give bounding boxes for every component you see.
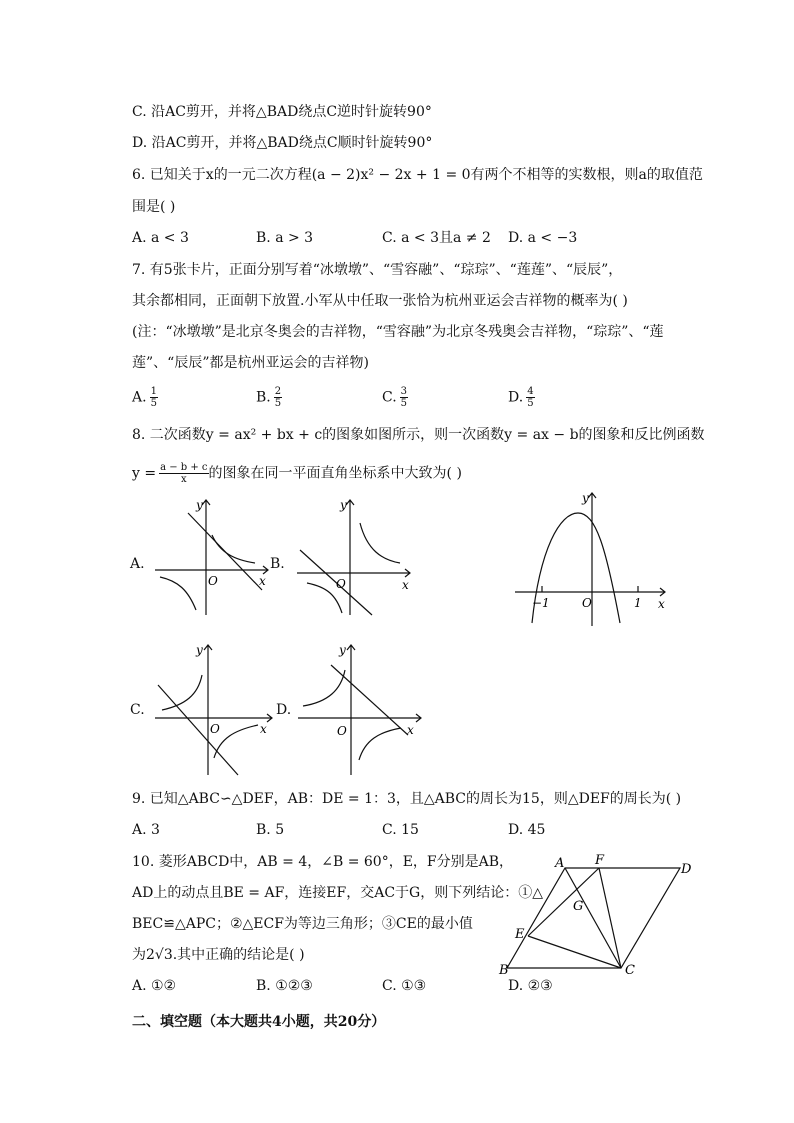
svg-text:O: O xyxy=(337,724,347,738)
linear-line xyxy=(158,685,238,775)
q10-option-b: B. ①②③ xyxy=(256,978,313,994)
q8-graph-a xyxy=(150,495,275,620)
svg-text:x: x xyxy=(407,723,414,737)
q9-stem: 9. 已知△ABC∽△DEF，AB：DE = 1：3，且△ABC的周长为15，则△DEF的周长为( ) xyxy=(132,791,682,807)
q8-stem-line1: 8. 二次函数y = ax² + bx + c的图象如图所示，则一次函数y = ax − b的图象和反比例函数 xyxy=(132,427,705,443)
hyperbola-branch-q1 xyxy=(360,523,400,563)
q10-stem-line1: 10. 菱形ABCD中，AB = 4，∠B = 60°，E，F分别是AB， xyxy=(132,854,514,870)
svg-text:F: F xyxy=(595,853,605,868)
q8-label-c: C. xyxy=(130,702,145,718)
q8-parabola-figure xyxy=(510,488,670,628)
q10-option-a: A. ①② xyxy=(132,978,177,994)
svg-text:y: y xyxy=(339,643,346,657)
svg-text:−1: −1 xyxy=(532,596,550,610)
q7-stem-line2: 其余都相同，正面朝下放置.小军从中任取一张恰为杭州亚运会吉祥物的概率为( ) xyxy=(132,293,628,309)
svg-text:O: O xyxy=(582,596,592,610)
q5-option-d: D. 沿AC剪开，并将△BAD绕点C顺时针旋转90° xyxy=(132,135,433,151)
q9-option-d: D. 45 xyxy=(508,822,546,838)
diagonal-ac xyxy=(565,868,621,968)
q10-rhombus-figure xyxy=(495,850,705,980)
q6-option-d: D. a < −3 xyxy=(508,230,578,246)
svg-text:O: O xyxy=(210,722,220,736)
q7-note-line2: 莲”、“辰辰”都是杭州亚运会的吉祥物) xyxy=(132,355,369,371)
q8-stem-line2: y = $\frac{a - b + c}{x}$ 的图象在同一平面直角坐标系中大致为( ) xyxy=(132,462,462,485)
hyperbola-branch-q2 xyxy=(303,670,345,706)
q7-note-line1: (注：“冰墩墩”是北京冬奥会的吉祥物，“雪容融”为北京冬残奥会吉祥物，“琮琮”、“莲 xyxy=(132,324,664,340)
q7-option-a: A. $\frac{1}{5}$ xyxy=(132,386,157,409)
hyperbola-branch-q4 xyxy=(214,725,258,758)
q6-option-a: A. a < 3 xyxy=(132,230,189,246)
segment-fc xyxy=(599,868,621,968)
svg-text:x: x xyxy=(658,597,665,611)
hyperbola-branch-q2 xyxy=(162,675,202,710)
q5-option-c: C. 沿AC剪开，并将△BAD绕点C逆时针旋转90° xyxy=(132,104,432,120)
q6-option-b: B. a > 3 xyxy=(256,230,314,246)
q8-graph-d xyxy=(293,640,428,780)
svg-text:y: y xyxy=(582,491,589,505)
svg-text:y: y xyxy=(340,498,347,512)
q10-option-d: D. ②③ xyxy=(508,978,553,994)
section-2-title: 二、填空题（本大题共4小题，共20分） xyxy=(132,1014,386,1030)
q8-graph-c xyxy=(150,640,280,780)
svg-text:y: y xyxy=(196,643,203,657)
svg-text:C: C xyxy=(625,963,635,978)
q10-stem-line3: BEC≌△APC；②△ECF为等边三角形；③CE的最小值 xyxy=(132,916,473,932)
q6-stem-line1: 6. 已知关于x的一元二次方程(a − 2)x² − 2x + 1 = 0有两个不相等的实数根，则a的取值范 xyxy=(132,167,703,183)
q10-option-c: C. ①③ xyxy=(382,978,427,994)
q7-option-d: D. $\frac{4}{5}$ xyxy=(508,386,534,409)
q9-option-c: C. 15 xyxy=(382,822,419,838)
segment-ec xyxy=(528,936,621,968)
svg-text:B: B xyxy=(499,963,509,978)
q8-label-a: A. xyxy=(130,556,145,572)
q8-graph-b xyxy=(292,495,417,620)
q10-stem-line4: 为2√3.其中正确的结论是( ) xyxy=(132,947,305,963)
svg-text:1: 1 xyxy=(634,596,642,610)
segment-ef xyxy=(528,868,599,936)
svg-text:y: y xyxy=(196,498,203,512)
q7-stem-line1: 7. 有5张卡片，正面分别写着“冰墩墩”、“雪容融”、“琮琮”、“莲莲”、“辰辰”， xyxy=(132,262,623,278)
svg-text:O: O xyxy=(208,574,218,588)
hyperbola-branch-q3 xyxy=(160,577,196,610)
q7-option-b: B. $\frac{2}{5}$ xyxy=(256,386,282,409)
q7-option-c: C. $\frac{3}{5}$ xyxy=(382,386,408,409)
svg-text:x: x xyxy=(260,722,267,736)
hyperbola-branch-q4 xyxy=(359,728,401,760)
q9-option-a: A. 3 xyxy=(132,822,160,838)
svg-text:G: G xyxy=(573,899,584,914)
hyperbola-branch-q1 xyxy=(212,535,255,563)
svg-text:E: E xyxy=(515,927,525,942)
q8-label-d: D. xyxy=(276,702,292,718)
q9-option-b: B. 5 xyxy=(256,822,285,838)
q6-stem-line2: 围是( ) xyxy=(132,199,176,215)
svg-text:x: x xyxy=(402,578,409,592)
q10-stem-line2: AD上的动点且BE = AF，连接EF，交AC于G，则下列结论：①△ xyxy=(132,885,544,901)
svg-text:D: D xyxy=(681,862,692,877)
svg-text:x: x xyxy=(259,574,266,588)
q6-option-c: C. a < 3且a ≠ 2 xyxy=(382,230,491,246)
svg-text:A: A xyxy=(555,856,565,871)
q8-label-b: B. xyxy=(270,556,285,572)
svg-text:O: O xyxy=(336,577,346,591)
